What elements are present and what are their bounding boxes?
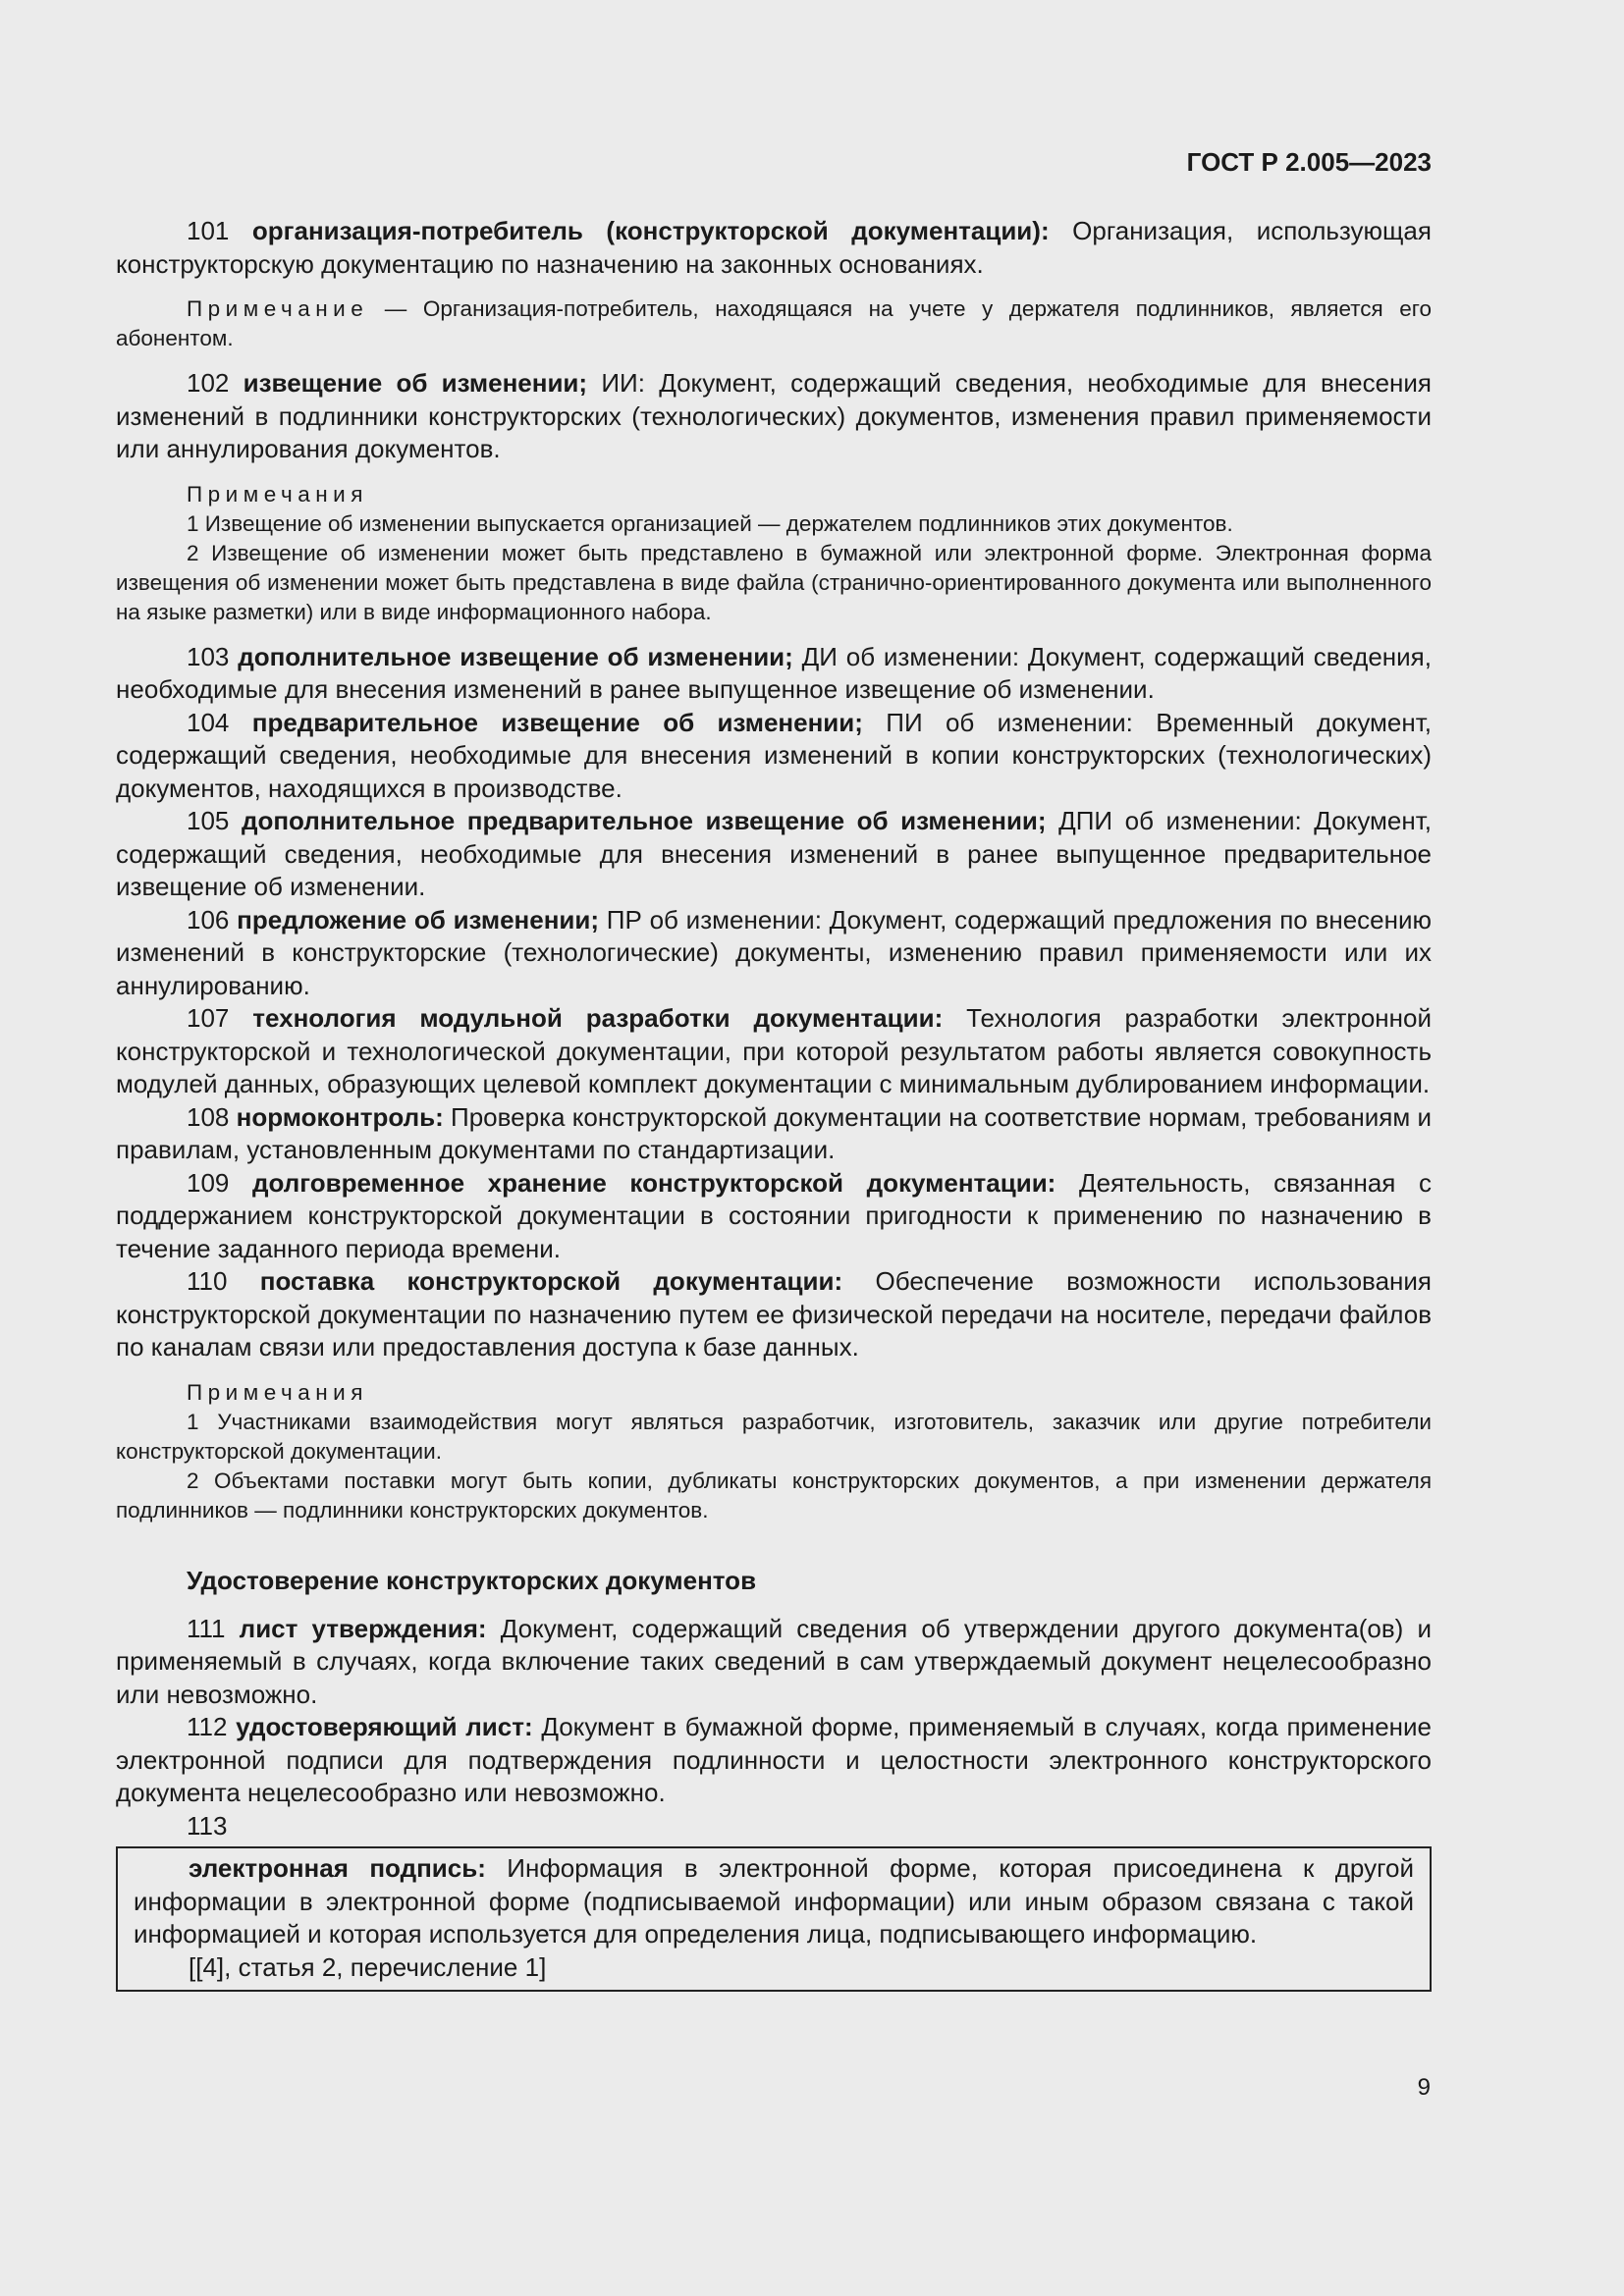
note-101 [116, 294, 1432, 353]
document-header: ГОСТ Р 2.005—2023 [1186, 147, 1432, 177]
term-109: 109 долговременное хранение конструкторской документации: Деятельность, связанная с поддержанием конструкторской документации в состоянии пригодности к применению по назначению в течение заданного периода времени. [116, 1167, 1432, 1263]
term-110-definition: Обеспечение возможности использования конструкторской документации по назначению путем ее физической передачи на носителе, передачи файлов по каналам связи или предоставления доступа к базе данных. [116, 1266, 1433, 1362]
note-101-text: — Организация-потребитель, находящаяся на учете у держателя подлинников, является его абонентом. [116, 296, 1432, 350]
term-113 [134, 1852, 1414, 1951]
term-106-name: предложение об изменении; [237, 904, 600, 934]
term-107: 107 технология модульной разработки документации: Технология разработки электронной конструкторской и технологической документации, при которой результатом работы является совокупность модулей данных, образующих целевой комплект документации с минимальным дублированием информации. [116, 1003, 1432, 1098]
term-103: 103 дополнительное извещение об изменении; ДИ об изменении: Документ, содержащий сведения, необходимые для внесения изменений в ранее выпущенное извещение об изменении. [116, 641, 1432, 704]
term-111-name: лист утверждения: [239, 1613, 487, 1643]
term-101-name: организация-потребитель (конструкторской документации): [251, 216, 1050, 245]
term-101: 101 организация-потребитель (конструкторской документации): Организация, использующая конструкторскую документацию по назначению на законных основаниях. [116, 216, 1432, 279]
page-number: 9 [1417, 2074, 1431, 2101]
term-106-definition: ПР об изменении: Документ, содержащий предложения по внесению изменений в конструкторские (технологические) документы, изменению правил применяемости или их аннулированию. [116, 904, 1432, 1000]
term-112-name: удостоверяющий лист: [236, 1712, 533, 1741]
term-110-name: поставка конструкторской документации: [259, 1266, 843, 1296]
term-103-name: дополнительное извещение об изменении; [238, 641, 793, 671]
term-101-definition: Организация, использующая конструкторскую документацию по назначению на законных основаниях. [116, 216, 1432, 279]
notes-102-item: 1 Извещение об изменении выпускается организацией — держателем подлинников этих документов. [187, 510, 1233, 536]
term-107-name: технология модульной разработки документации: [252, 1003, 944, 1033]
term-108-definition: Проверка конструкторской документации на соответствие нормам, требованиям и правилам, установленным документами по стандартизации. [116, 1101, 1432, 1164]
notes-102-item: 2 Извещение об изменении может быть представлено в бумажной или электронной форме. Электронная форма извещения об изменении может быть представлена в виде файла (странично-ориентированного документа или выполненного на языке разметки) или в виде информационного набора. [116, 540, 1432, 624]
term-109-definition: Деятельность, связанная с поддержанием конструкторской документации в состоянии пригодности к применению по назначению в течение заданного периода времени. [116, 1167, 1432, 1263]
term-105: 105 дополнительное предварительное извещение об изменении; ДПИ об изменении: Документ, содержащий сведения, необходимые для внесения изменений в ранее выпущенное предварительное извещение об изменении. [116, 806, 1432, 901]
term-106: 106 предложение об изменении; ПР об изменении: Документ, содержащий предложения по внесению изменений в конструкторские (технологические) документы, изменению правил применяемости или их аннулированию. [116, 904, 1432, 1000]
term-104-definition: ПИ об изменении: Временный документ, содержащий сведения, необходимые для внесения изменений в копии конструкторских (технологических) документов, находящихся в производстве. [116, 707, 1432, 803]
term-113-definition: Информация в электронной форме, которая присоединена к другой информации в электронной форме (подписываемой информации) или иным образом связана с такой информацией и которая используется для определения лица, подписывающего информацию. [134, 1853, 1414, 1949]
notes-110-item: 1 Участниками взаимодействия могут являться разработчик, изготовитель, заказчик или другие потребители конструкторской документации. [116, 1409, 1432, 1464]
term-102-name: извещение об изменении; [243, 368, 588, 398]
term-111-definition: Документ, содержащий сведения об утверждении другого документа(ов) и применяемый в случаях, когда включение таких сведений в сам утверждаемый документ нецелесообразно или невозможно. [116, 1613, 1432, 1709]
term-113-name: электронная подпись: [189, 1853, 486, 1883]
note-label: Примечание [187, 296, 369, 321]
term-102: 102 извещение об изменении; ИИ: Документ, содержащий сведения, необходимые для внесения изменений в подлинники конструкторских (технологических) документов, изменения правил применяемости или аннулирования документов. [116, 368, 1432, 463]
term-105-name: дополнительное предварительное извещение об изменении; [241, 806, 1047, 835]
section-heading: Удостоверение конструкторских документов [187, 1565, 757, 1595]
notes-110-item: 2 Объектами поставки могут быть копии, дубликаты конструкторских документов, а при изменении держателя подлинников — подлинники конструкторских документов. [116, 1468, 1432, 1522]
term-102-definition: ИИ: Документ, содержащий сведения, необходимые для внесения изменений в подлинники конструкторских (технологических) документов, изменения правил применяемости или аннулирования документов. [116, 368, 1432, 463]
term-110: 110 поставка конструкторской документации: Обеспечение возможности использования конструкторской документации по назначению путем ее физической передачи на носителе, передачи файлов по каналам связи или предоставления доступа к базе данных. [116, 1266, 1433, 1362]
term-113-number: 113 [187, 1810, 228, 1841]
quoted-definition-box [116, 1846, 1432, 1992]
term-105-definition: ДПИ об изменении: Документ, содержащий сведения, необходимые для внесения изменений в ранее выпущенное предварительное извещение об изменении. [116, 806, 1432, 901]
term-113-reference: [[4], статья 2, перечисление 1] [189, 1951, 547, 1982]
term-112-definition: Документ в бумажной форме, применяемый в случаях, когда применение электронной подписи для подтверждения подлинности и целостности электронного конструкторского документа нецелесообразно или невозможно. [116, 1712, 1433, 1807]
term-103-definition: ДИ об изменении: Документ, содержащий сведения, необходимые для внесения изменений в ранее выпущенное извещение об изменении. [116, 641, 1432, 704]
term-108: 108 нормоконтроль: Проверка конструкторской документации на соответствие нормам, требованиям и правилам, установленным документами по стандартизации. [116, 1101, 1432, 1164]
term-112: 112 удостоверяющий лист: Документ в бумажной форме, применяемый в случаях, когда применение электронной подписи для подтверждения подлинности и целостности электронного конструкторского документа нецелесообразно или невозможно. [116, 1712, 1433, 1807]
term-109-name: долговременное хранение конструкторской документации: [252, 1167, 1056, 1198]
term-111: 111 лист утверждения: Документ, содержащий сведения об утверждении другого документа(ов) и применяемый в случаях, когда включение таких сведений в сам утверждаемый документ нецелесообразно или невозможно. [116, 1613, 1432, 1709]
notes-102-title: Примечания [187, 481, 368, 507]
term-107-definition: Технология разработки электронной конструкторской и технологической документации, при которой результатом работы является совокупность модулей данных, образующих целевой комплект документации с минимальным дублированием информации. [116, 1003, 1432, 1098]
term-104-name: предварительное извещение об изменении; [251, 707, 863, 737]
document-page [116, 147, 1432, 1992]
notes-110-title: Примечания [187, 1379, 368, 1405]
term-108-name: нормоконтроль: [236, 1101, 444, 1132]
term-104: 104 предварительное извещение об изменении; ПИ об изменении: Временный документ, содержащий сведения, необходимые для внесения изменений в копии конструкторских (технологических) документов, находящихся в производстве. [116, 707, 1432, 803]
